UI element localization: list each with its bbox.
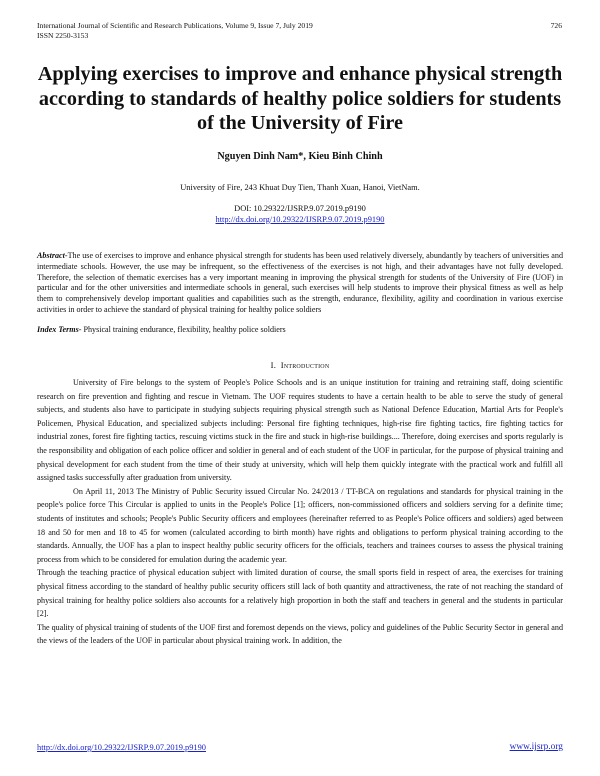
section-title: Introduction (280, 360, 330, 370)
index-terms-label: Index Terms (37, 325, 79, 334)
body-text (37, 376, 563, 648)
issn: ISSN 2250-3153 (37, 30, 89, 40)
doi-link[interactable]: http://dx.doi.org/10.29322/IJSRP.9.07.2019.p9190 (215, 214, 385, 224)
running-header (37, 21, 562, 40)
page-number: 726 (550, 21, 562, 30)
footer-doi-link[interactable]: http://dx.doi.org/10.29322/IJSRP.9.07.2019.p9190 (37, 743, 206, 752)
paragraph: The quality of physical training of students of the UOF first and foremost depends on the views, policy and guidelines of the Public Security Sector in general and the views of the leaders of the UOF in particular about physical training work. In addition, the (37, 622, 563, 646)
paragraph: University of Fire belongs to the system of People's Police Schools and is an unique institution for training and retraining staff, doing scientific research on fire prevention and fighting and rescue in Vietnam. The UOF requires students to have a certain health to be able to serve the study of general subjects, and students also have to participate in studying subjects requiring physical strength such as National Defence Education, Martial Arts for People's Policemen, Physical Education, and specialized subjects including: Personal fire fighting techniques, high-rise fire fighting tactics, fire fighting tactics for industrial zones, forest fire fighting tactics, rescuing victims stuck in the fire and stuck in high-rise buildings.... Therefore, doing exercises and sports regularly is the responsibility and obligation of each police officer and soldier in general and of each student of the UOF in particular, for the purpose of physical training and physical development for each student from the time of their study at university, which will help them quickly integrate with the practical work and fulfill all assigned tasks successfully after graduation from university. (37, 378, 563, 483)
section-heading (30, 360, 570, 370)
index-terms-text: - Physical training endurance, flexibility, healthy police soldiers (78, 325, 286, 334)
author-list: Nguyen Dinh Nam*, Kieu Binh Chinh (217, 151, 383, 162)
paragraph: Through the teaching practice of physical education subject with limited duration of course, the small sports field in respect of area, the exercises for training physical fitness according to the standard of healthy public security officers still lack of both quantity and attractiveness, the rate of not reaching the standard of physical training for healthy police soldiers also accounts for a relatively high proportion in both the staff and teachers in general and the students in particular [2]. (37, 568, 563, 619)
abstract-label: Abstract- (37, 251, 68, 260)
journal-line: International Journal of Scientific and Research Publications, Volume 9, Issue 7, July 2019 (37, 21, 313, 30)
paper-title: Applying exercises to improve and enhance physical strength according to standards of healthy police soldiers for students of the University of Fire (37, 63, 563, 135)
abstract-text: The use of exercises to improve and enhance physical strength for students has been used relatively diversely, abundantly by teachers of universities and intermediate schools. However, the use may be infrequent, so the effectiveness of the exercises is not high, and their advantages have not fully developed. Therefore, the selection of thematic exercises has a very important meaning in improving the physical strength for students of the University of Fire (UOF) in particular and for the other universities and intermediate schools in general, such exercises will help students to improve their physical fitness as well as help them to comprehensively develop important qualities and capabilities such as the strength, endurance, flexibility, agility and coordination in various exercise activities in order to achieve the standard of physical training for healthy police soldiers (37, 251, 563, 314)
paragraph: On April 11, 2013 The Ministry of Public Security issued Circular No. 24/2013 / TT-BCA on regulations and standards for physical training in the people's police force This Circular is applied to units in the People's Police [1]; officers, non-commissioned officers and soldiers serving for a definite time; students of institutes and schools; People's Public Security officers and employees (hereinafter referred to as People's Police officers and soldiers) aged between 18 and 50 for men and 18 to 45 for women (calculated according to birth month) have rights and obligations to perform physical training according to the standards. Annually, the UOF has a plan to inspect healthy public security officers for the officials, teachers and trainees courses to assess the physical training process from which to be considered for emulation during the academic year. (37, 486, 563, 564)
doi-text: DOI: 10.29322/IJSRP.9.07.2019.p9190 (234, 204, 366, 213)
doi-block (30, 204, 570, 225)
footer-site-link[interactable]: www.ijsrp.org (509, 742, 563, 752)
index-terms (37, 325, 563, 336)
affiliation: University of Fire, 243 Khuat Duy Tien, Thanh Xuan, Hanoi, VietNam. (180, 183, 420, 192)
section-numeral: I. (270, 360, 277, 370)
abstract (37, 251, 563, 316)
